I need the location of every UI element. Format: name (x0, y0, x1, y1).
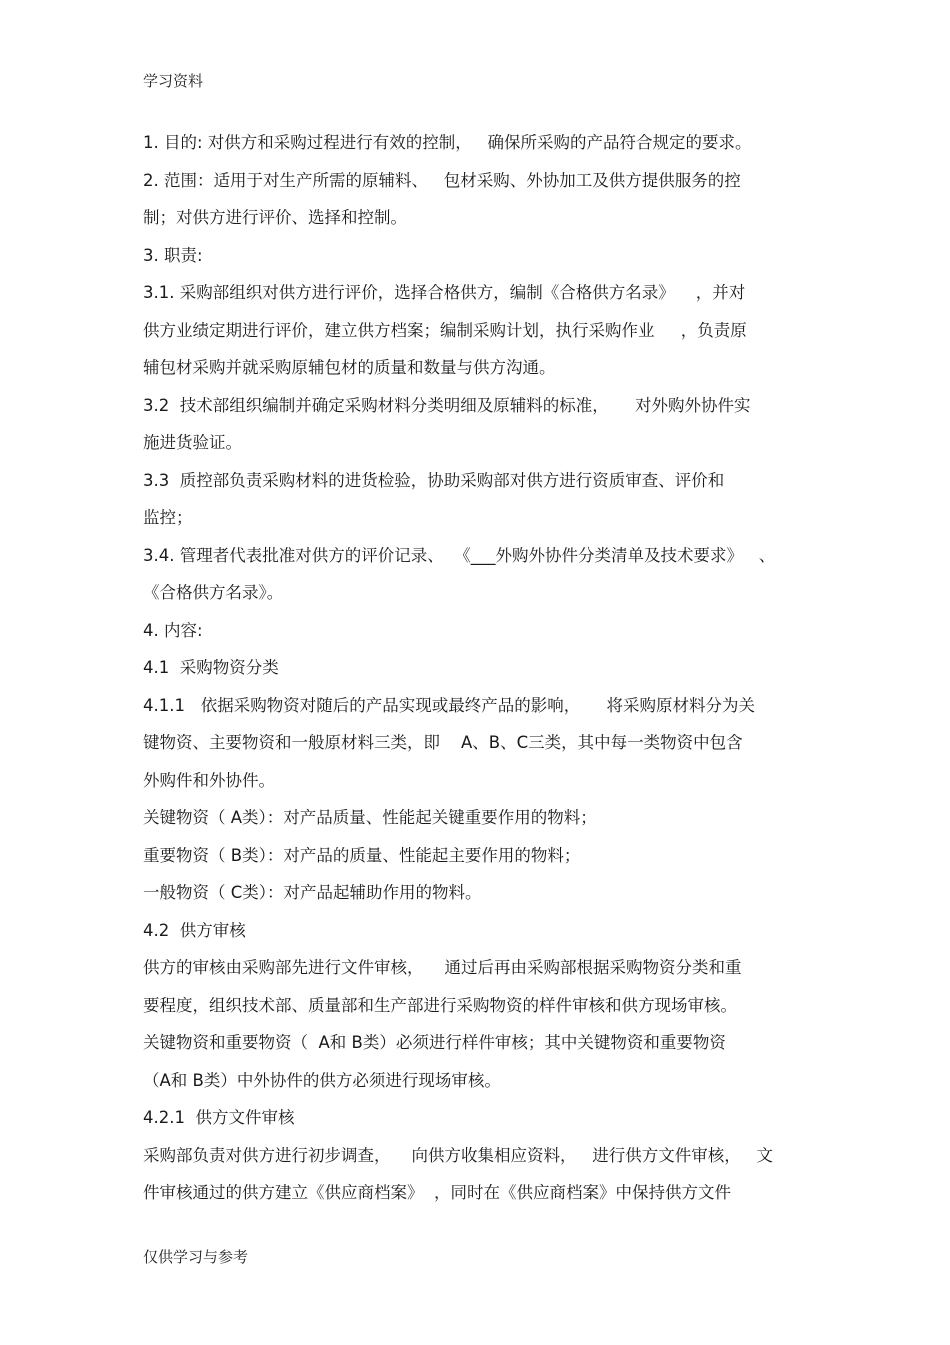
text-line: 监控； (143, 508, 193, 527)
text-line: 供方业绩定期进行评价，建立供方档案；编制采购计划，执行采购作业 ，负责原 (143, 320, 747, 340)
text-line: 3.4. 管理者代表批准对供方的评价记录、 《___外购外协件分类清单及技术要求》 、 (143, 545, 776, 565)
text-line: 重要物资（ B类）：对产品的质量、性能起主要作用的物料； (143, 845, 581, 865)
text-line: 采购部负责对供方进行初步调查， 向供方收集相应资料， 进行供方文件审核， 文 (143, 1145, 773, 1165)
text-line: 关键物资和重要物资（ A和 B类）必须进行样件审核；其中关键物资和重要物资 (143, 1033, 726, 1052)
text-line: 1. 目的: 对供方和采购过程进行有效的控制， 确保所采购的产品符合规定的要求。 (143, 133, 752, 152)
text-line: 施进货验证。 (143, 433, 242, 452)
text-line: 《合格供方名录》。 (143, 583, 284, 602)
text-line: （A和 B类）中外协件的供方必须进行现场审核。 (143, 1070, 501, 1090)
text-line: 件审核通过的供方建立《供应商档案》 ，同时在《供应商档案》中保持供方文件 (143, 1183, 731, 1202)
text-line: 外购件和外协件。 (143, 770, 275, 790)
text-line: 关键物资（ A类）：对产品质量、性能起关键重要作用的物料； (143, 808, 597, 827)
section-heading: 4. 内容: (143, 620, 203, 640)
text-line: 制；对供方进行评价、选择和控制。 (143, 208, 407, 227)
page-header: 学习资料 (143, 72, 204, 90)
text-line: 4.1.1 依据采购物资对随后的产品实现或最终产品的影响， 将采购原材料分为关 (143, 695, 755, 715)
text-line: 供方的审核由采购部先进行文件审核， 通过后再由采购部根据采购物资分类和重 (143, 958, 742, 977)
document-body (143, 124, 813, 1212)
text-line: 3.3 质控部负责采购材料的进货检验，协助采购部对供方进行资质审查、评价和 (143, 470, 725, 490)
subsection-heading: 4.2 供方审核 (143, 920, 246, 940)
text-line: 3.2 技术部组织编制并确定采购材料分类明细及原辅料的标准， 对外购外协件实 (143, 395, 751, 415)
text-line: 2. 范围：适用于对生产所需的原辅料、 包材采购、外协加工及供方提供服务的控 (143, 170, 741, 190)
page-footer: 仅供学习与参考 (143, 1248, 249, 1266)
text-line: 一般物资（ C类）：对产品起辅助作用的物料。 (143, 883, 482, 902)
subsection-heading: 4.1 采购物资分类 (143, 658, 279, 677)
text-line: 辅包材采购并就采购原辅包材的质量和数量与供方沟通。 (143, 358, 556, 377)
section-heading: 3. 职责: (143, 245, 203, 265)
text-line: 要程度，组织技术部、质量部和生产部进行采购物资的样件审核和供方现场审核。 (143, 995, 737, 1015)
subsection-heading: 4.2.1 供方文件审核 (143, 1108, 295, 1127)
text-line: 键物资、主要物资和一般原材料三类，即 A、B、C三类，其中每一类物资中包含 (143, 733, 743, 752)
text-line: 3.1. 采购部组织对供方进行评价，选择合格供方，编制《合格供方名录》 ，并对 (143, 283, 746, 302)
